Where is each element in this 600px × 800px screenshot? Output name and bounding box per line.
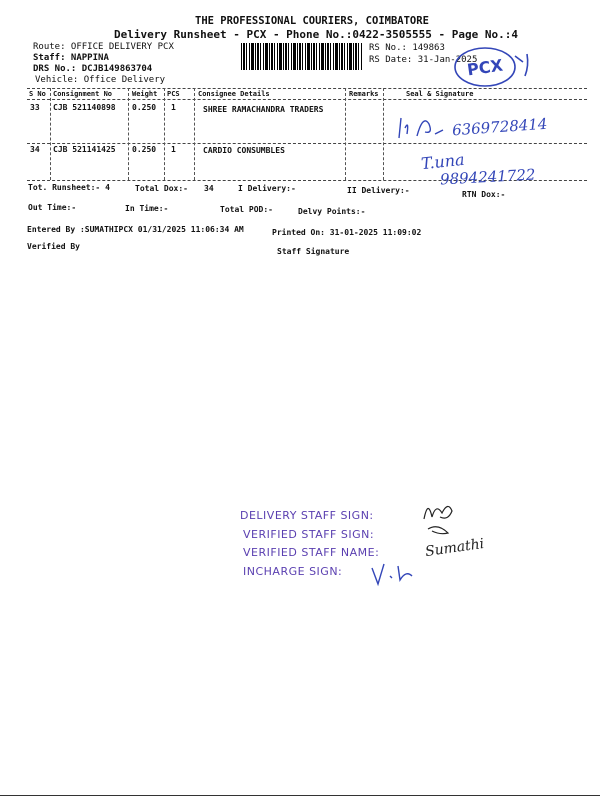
drs-number: DRS No.: DCJB149863704 (33, 64, 153, 74)
barcode-image (241, 43, 362, 70)
col-pcs: PCS (167, 90, 180, 98)
row-pcs: 1 (171, 103, 176, 112)
row-weight: 0.250 (132, 103, 157, 112)
rs-date: RS Date: 31-Jan-2025 (369, 55, 478, 65)
stamp-verified-staff-name: VERIFIED STAFF NAME: (243, 546, 380, 559)
pcx-seal-text: PCX (465, 55, 505, 80)
row-consignment: CJB 521141425 (53, 145, 116, 154)
incharge-signature (368, 558, 428, 588)
total-pod: Total POD:- (220, 205, 273, 214)
delvy-points: Delvy Points:- (298, 207, 366, 216)
row-sno: 33 (30, 103, 40, 112)
row-consignment: CJB 521140898 (53, 103, 116, 112)
col-remarks: Remarks (349, 90, 379, 98)
tot-runsheet: Tot. Runsheet:- 4 (28, 183, 110, 192)
company-name: THE PROFESSIONAL COURIERS, COIMBATORE (195, 15, 429, 27)
stamp-delivery-staff-sign: DELIVERY STAFF SIGN: (240, 509, 374, 522)
entered-by: Entered By :SUMATHIPCX 01/31/2025 11:06:34 AM (27, 225, 244, 234)
staff-text: Staff: NAPPINA (33, 53, 109, 63)
in-time: In Time:- (125, 204, 169, 213)
row-weight: 0.250 (132, 145, 157, 154)
col-seal-signature: Seal & Signature (406, 90, 474, 98)
row2-phone-handwritten: 9894241722 (439, 165, 536, 189)
verified-by: Verified By (27, 242, 80, 251)
col-consignee: Consignee Details (198, 90, 270, 98)
rs-number: RS No.: 149863 (369, 43, 445, 53)
col-weight: Weight (132, 90, 158, 98)
printed-on: Printed On: 31-01-2025 11:09:02 (272, 228, 422, 237)
total-dox-value: 34 (204, 184, 214, 193)
pcx-seal (445, 42, 535, 92)
stamp-verified-staff-sign: VERIFIED STAFF SIGN: (243, 528, 375, 541)
stamp-incharge-sign: INCHARGE SIGN: (243, 565, 343, 578)
i-delivery: I Delivery:- (238, 184, 296, 193)
row1-phone-handwritten: 6369728414 (451, 114, 548, 140)
row-pcs: 1 (171, 145, 176, 154)
col-sno: S No (29, 90, 46, 98)
runsheet-subtitle: Delivery Runsheet - PCX - Phone No.:0422-3505555 - Page No.:4 (114, 28, 518, 41)
rtn-dox: RTN Dox:- (462, 190, 506, 199)
total-dox-label: Total Dox:- (135, 184, 188, 193)
col-consignment: Consignment No (53, 90, 113, 98)
row2-name-handwritten: T.una (420, 149, 466, 174)
row-sno: 34 (30, 145, 40, 154)
route-text: Route: OFFICE DELIVERY PCX (33, 42, 174, 52)
out-time: Out Time:- (28, 203, 77, 212)
verified-name-handwritten: Sumathi (424, 535, 486, 561)
row-consignee: SHREE RAMACHANDRA TRADERS (203, 105, 324, 114)
delivery-staff-signature (418, 495, 468, 540)
ii-delivery: II Delivery:- (347, 186, 410, 195)
row-consignee: CARDIO CONSUMBLES (203, 146, 285, 155)
vehicle-text: Vehicle: Office Delivery (35, 75, 166, 85)
staff-signature: Staff Signature (277, 247, 350, 256)
